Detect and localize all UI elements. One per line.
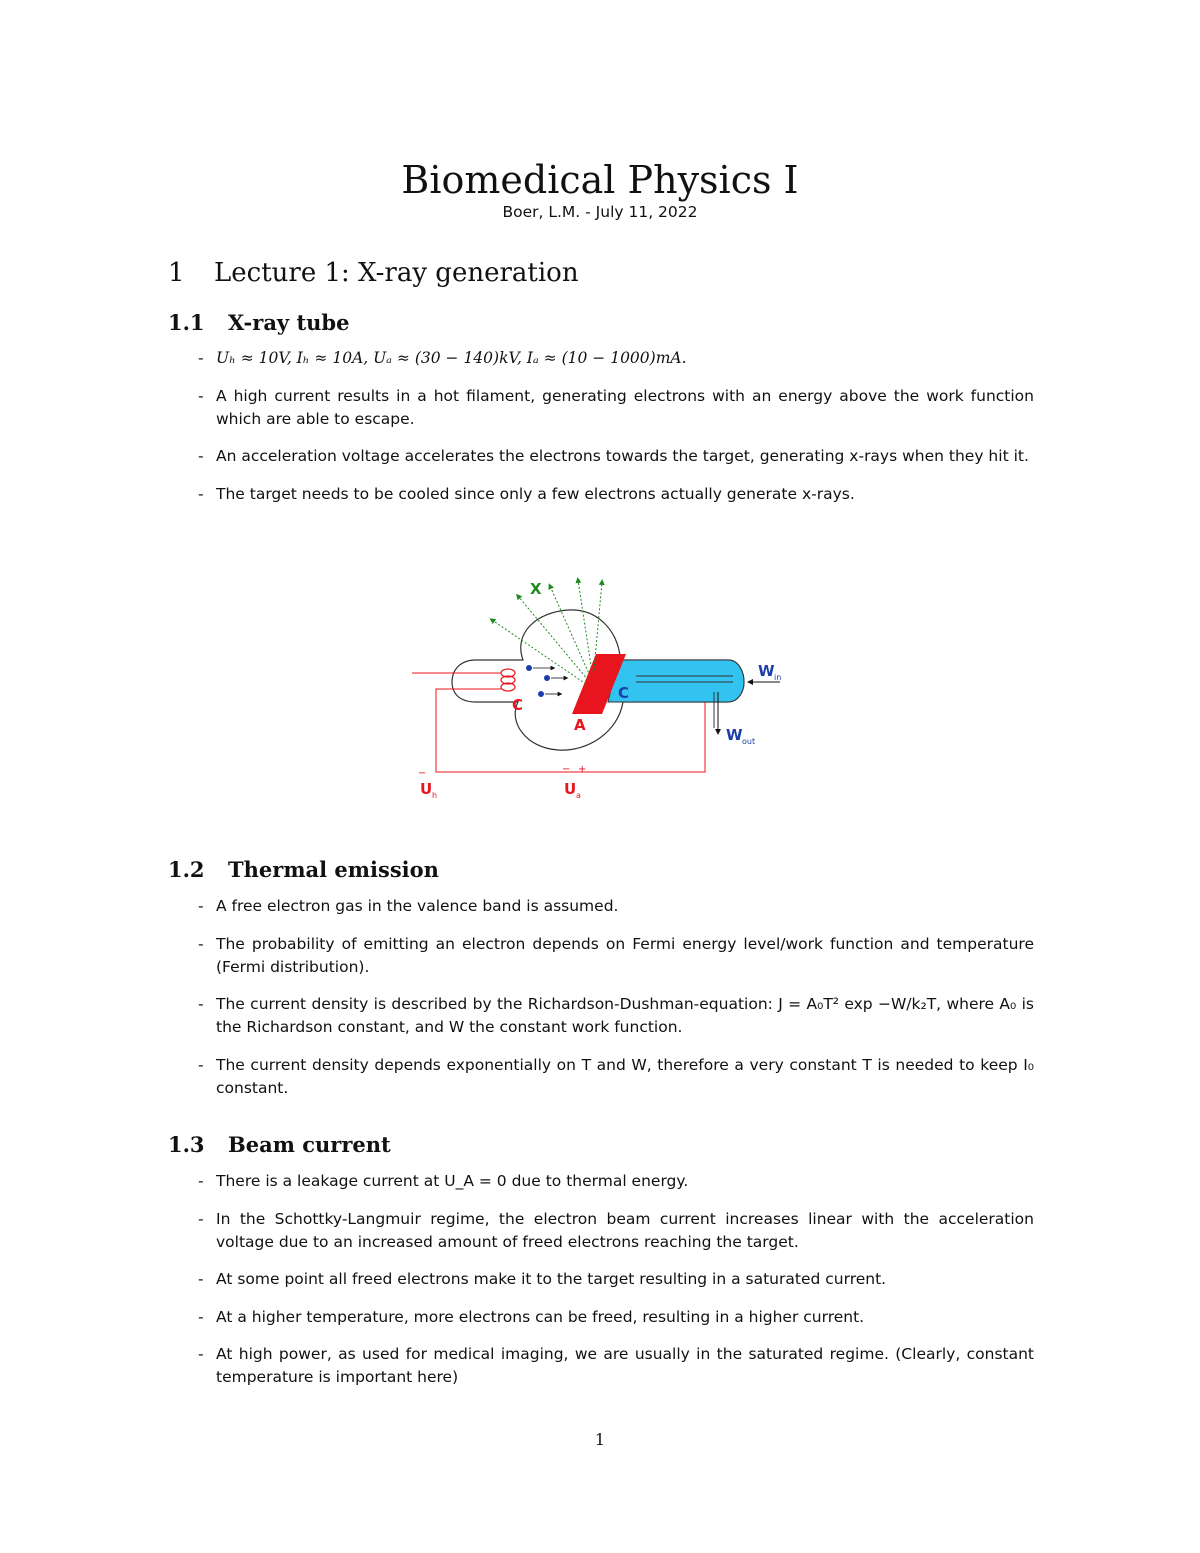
label-cathode: C xyxy=(512,696,524,714)
subsection-heading-1-3 xyxy=(168,1132,391,1157)
list-item: - The current density depends exponentially on T and W, therefore a very constant T is needed to keep I₀ constant. xyxy=(198,1055,1034,1097)
list-item: - At high power, as used for medical imaging, we are usually in the saturated regime. (Clearly, constant temperature is important here) xyxy=(198,1345,1034,1386)
subsection-number: 1.3 xyxy=(168,1132,205,1157)
label-uh-sub: h xyxy=(432,791,438,800)
list-item: - The current density is described by the Richardson-Dushman-equation: J = A₀T² exp −W/k₂T, where A₀ is the Richardson constant, and W the constant work function. xyxy=(198,995,1034,1036)
label-coolant: C xyxy=(618,684,630,702)
subsection-title: Beam current xyxy=(228,1132,391,1157)
xray-tube-diagram xyxy=(408,572,800,804)
label-uh: U xyxy=(420,780,433,798)
sign-minus-ua: − xyxy=(562,764,571,775)
subsection-title: X-ray tube xyxy=(228,310,350,335)
label-w-in-sub: in xyxy=(774,673,782,682)
subsection-heading-1-2 xyxy=(168,857,439,882)
subsection-title: Thermal emission xyxy=(228,857,439,882)
document-title: Biomedical Physics I xyxy=(401,158,799,202)
list-beam-current xyxy=(168,1170,1034,1404)
xray-emission-arrows xyxy=(492,580,602,684)
label-ua: U xyxy=(564,780,577,798)
subsection-heading-1-1 xyxy=(168,310,349,335)
sign-minus-uh: − xyxy=(418,768,427,779)
sign-plus-ua: + xyxy=(578,764,587,775)
list-item: - A free electron gas in the valence band is assumed. xyxy=(198,897,619,915)
section-number: 1 xyxy=(168,258,185,288)
document-author-date: Boer, L.M. - July 11, 2022 xyxy=(502,203,698,221)
list-xray-tube xyxy=(168,347,1034,520)
subsection-number: 1.1 xyxy=(168,310,205,335)
list-item: - An acceleration voltage accelerates the electrons towards the target, generating x-rays when they hit it. xyxy=(198,447,1029,465)
cathode-coil xyxy=(501,669,515,691)
list-item: - Uₕ ≈ 10V, Iₕ ≈ 10A, Uₐ ≈ (30 − 140)kV, Iₐ ≈ (10 − 1000)mA. xyxy=(198,349,687,367)
section-title: Lecture 1: X-ray generation xyxy=(214,258,579,288)
list-item: - The probability of emitting an electron depends on Fermi energy level/work function and temperature (Fermi distribution). xyxy=(198,934,1034,976)
list-item: - At a higher temperature, more electrons can be freed, resulting in a higher current. xyxy=(198,1307,865,1326)
list-item: - There is a leakage current at U_A = 0 due to thermal energy. xyxy=(198,1172,689,1190)
label-x: X xyxy=(530,580,542,598)
label-ua-sub: a xyxy=(576,791,581,800)
label-w-in: W xyxy=(758,662,775,680)
list-item: - A high current results in a hot filament, generating electrons with an energy above the work function which are able to escape. xyxy=(198,386,1034,428)
label-w-out-sub: out xyxy=(742,737,756,746)
list-thermal-emission xyxy=(168,895,1034,1114)
label-w-out: W xyxy=(726,726,743,744)
section-heading-1 xyxy=(168,258,579,288)
label-anode: A xyxy=(574,716,586,734)
list-item: - In the Schottky-Langmuir regime, the electron beam current increases linear with the acceleration voltage due to an increased amount of freed electrons reaching the target. xyxy=(198,1209,1034,1251)
list-item: - The target needs to be cooled since only a few electrons actually generate x-rays. xyxy=(198,484,855,503)
page-number: 1 xyxy=(594,1430,606,1449)
subsection-number: 1.2 xyxy=(168,857,205,882)
list-item: - At some point all freed electrons make it to the target resulting in a saturated current. xyxy=(198,1270,887,1288)
